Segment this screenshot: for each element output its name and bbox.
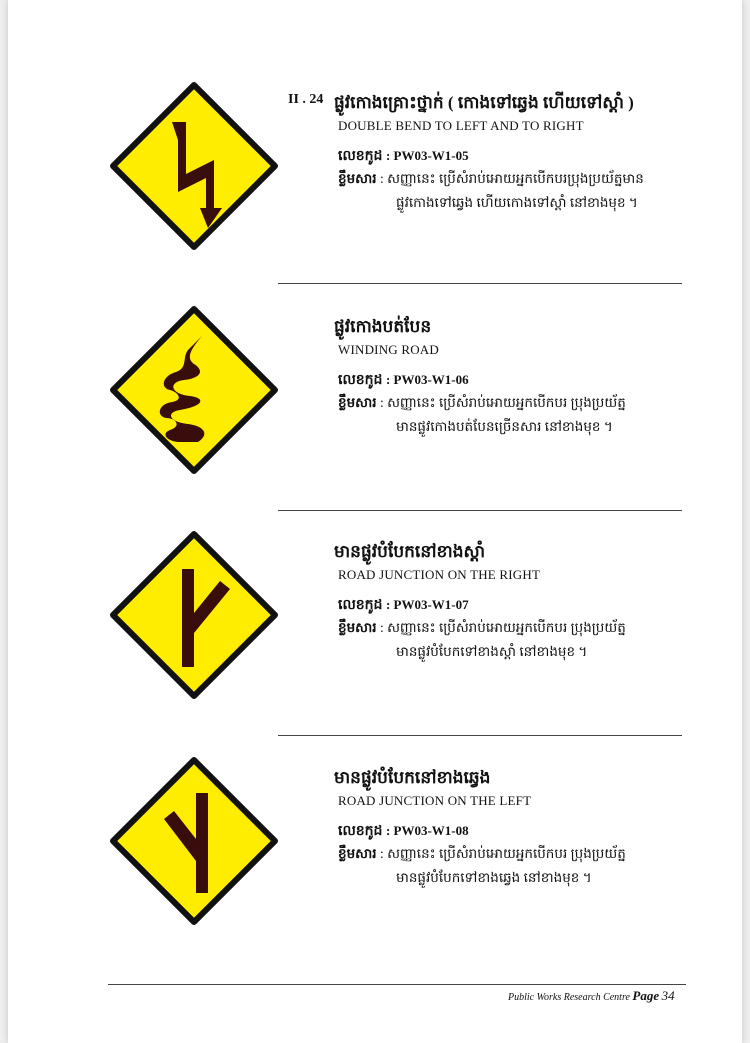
sign-title-km: មានផ្លូវបំបែកនៅខាងឆ្វេង xyxy=(334,768,491,787)
section-divider xyxy=(278,510,682,511)
sign-title-en: WINDING ROAD xyxy=(338,342,439,357)
sign-title-km: ផ្លូវកោងបត់បែន xyxy=(334,317,432,336)
meaning-label: ខ្លឹមសារ xyxy=(338,171,377,186)
code-label: លេខកូដ xyxy=(338,598,383,613)
sign-code-row xyxy=(338,595,469,616)
meaning-text-line2: ផ្លូវកោងទៅឆ្វេង ហើយកោងទៅស្តាំ នៅខាងមុខ ។ xyxy=(396,195,638,210)
sign-number: II . 24 xyxy=(288,92,324,107)
meaning-text-line2: មានផ្លូវកោងបត់បែនច្រើនសារ នៅខាងមុខ ។ xyxy=(396,419,613,434)
footer-divider xyxy=(108,984,686,985)
meaning-text-line1: : សញ្ញានេះ ប្រើសំរាប់អោយអ្នកបើកបរ ប្រុងប្រយ័ត្ន xyxy=(379,846,626,861)
sign-entry-double-bend xyxy=(8,82,742,282)
footer-org: Public Works Research Centre xyxy=(508,992,630,1003)
junction-right-icon xyxy=(110,531,278,699)
sign-meaning-row xyxy=(338,845,626,865)
sign-title-km: ផ្លូវកោងគ្រោះថ្នាក់ ( កោងទៅឆ្វេង ហើយទៅស្តាំ ) xyxy=(334,93,634,112)
page-footer xyxy=(508,988,675,1004)
sign-title-km: មានផ្លូវបំបែកនៅខាងស្តាំ xyxy=(334,542,486,561)
code-value: : PW03-W1-08 xyxy=(385,823,469,838)
sign-code-row xyxy=(338,821,469,842)
section-divider xyxy=(278,735,682,736)
meaning-text-line1: : សញ្ញានេះ ប្រើសំរាប់អោយអ្នកបើកបរ ប្រុងប្រយ័ត្ន xyxy=(379,620,626,635)
meaning-text-line2: មានផ្លូវបំបែកទៅខាងឆ្វេង នៅខាងមុខ ។ xyxy=(396,870,592,885)
sign-title-en: ROAD JUNCTION ON THE LEFT xyxy=(338,793,532,808)
sign-meaning-row xyxy=(338,394,626,414)
code-value: : PW03-W1-07 xyxy=(385,597,469,612)
code-label: លេខកូដ xyxy=(338,824,383,839)
code-label: លេខកូដ xyxy=(338,149,383,164)
footer-page-label: Page xyxy=(632,988,660,1003)
meaning-label: ខ្លឹមសារ xyxy=(338,846,377,861)
sign-code-row xyxy=(338,146,469,167)
code-value: : PW03-W1-05 xyxy=(385,148,469,163)
meaning-label: ខ្លឹមសារ xyxy=(338,620,377,635)
sign-entry-junction-right xyxy=(8,531,742,731)
sign-entry-winding-road xyxy=(8,306,742,506)
section-divider xyxy=(278,283,682,284)
footer-page-number: 34 xyxy=(661,988,675,1003)
junction-left-icon xyxy=(110,757,278,925)
code-label: លេខកូដ xyxy=(338,373,383,388)
double-bend-icon xyxy=(110,82,278,250)
sign-entry-junction-left xyxy=(8,757,742,957)
sign-code-row xyxy=(338,370,469,391)
winding-road-icon xyxy=(110,306,278,474)
document-page xyxy=(8,0,742,1043)
meaning-text-line1: : សញ្ញានេះ ប្រើសំរាប់អោយអ្នកបើកបរប្រុងប្រយ័ត្នមាន xyxy=(379,171,644,186)
sign-title-en: ROAD JUNCTION ON THE RIGHT xyxy=(338,567,541,582)
meaning-label: ខ្លឹមសារ xyxy=(338,395,377,410)
meaning-text-line2: មានផ្លូវបំបែកទៅខាងស្តាំ នៅខាងមុខ ។ xyxy=(396,644,588,659)
sign-meaning-row xyxy=(338,170,644,190)
sign-title-en: DOUBLE BEND TO LEFT AND TO RIGHT xyxy=(338,118,584,133)
code-value: : PW03-W1-06 xyxy=(385,372,469,387)
meaning-text-line1: : សញ្ញានេះ ប្រើសំរាប់អោយអ្នកបើកបរ ប្រុងប្រយ័ត្ន xyxy=(379,395,626,410)
sign-meaning-row xyxy=(338,619,626,639)
